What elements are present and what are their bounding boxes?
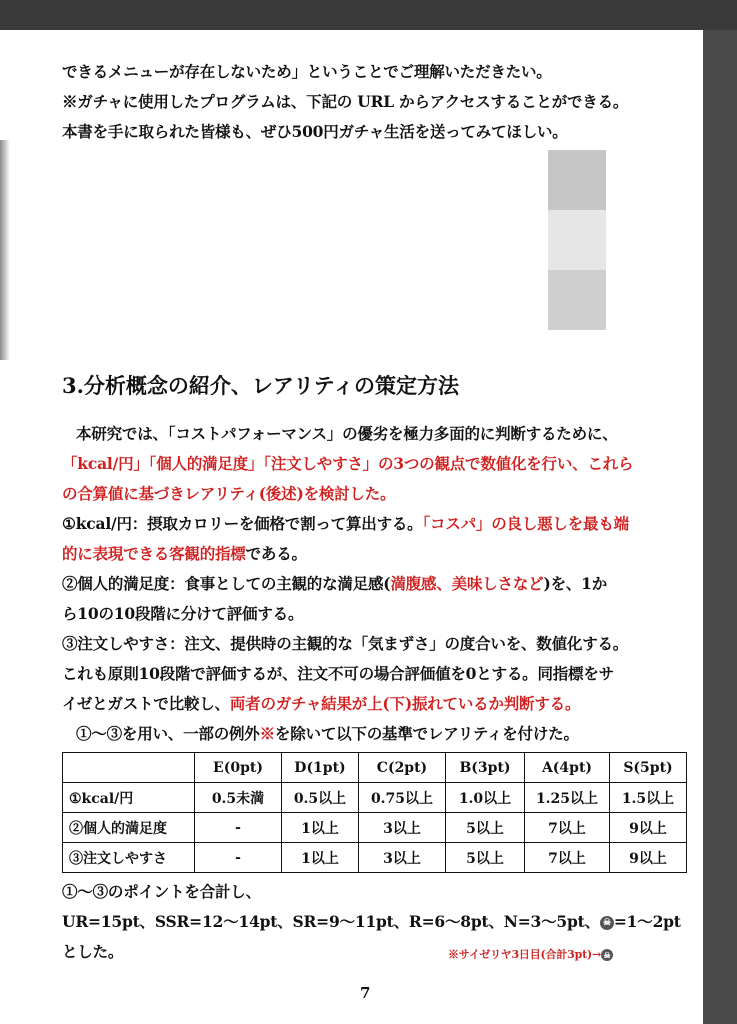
exception-mark: ※ (259, 724, 275, 743)
table-header-cell: A(4pt) (525, 753, 610, 783)
viewer-top-bar (0, 0, 737, 30)
table-cell: 0.75以上 (359, 783, 446, 813)
para-2-highlight: 「コスパ」の良し悪しを最も端 (422, 514, 629, 533)
document-page (0, 30, 703, 1024)
table-row-label: ①kcal/円 (63, 783, 195, 813)
table-cell: 7以上 (525, 813, 610, 843)
para-4-line-a: ③注文しやすさ：注文、提供時の主観的な「気まずさ」の度合いを、数値化する。 (62, 634, 629, 653)
section-title: 3.分析概念の紹介、レアリティの策定方法 (62, 373, 459, 398)
table-cell: 5以上 (446, 843, 525, 873)
exception-note (448, 946, 613, 962)
para-2-highlight-b: 的に表現できる客観的指標 (62, 544, 246, 563)
table-row (63, 843, 687, 873)
page-curl-shadow (0, 140, 10, 360)
faded-cell-2 (548, 210, 606, 270)
table-row (63, 813, 687, 843)
intro-line-1: できるメニューが存在しないため」ということでご理解いただきたい。 (62, 62, 552, 81)
table-header-cell: E(0pt) (195, 753, 282, 783)
faded-cell-1 (548, 150, 606, 210)
rarity-criteria-table (62, 752, 687, 873)
para-1-line-b: 「kcal/円」「個人的満足度」「注文しやすさ」の3つの観点で数値化を行い、これら (62, 454, 634, 473)
faded-region (0, 148, 600, 358)
after-line-3: とした。 (62, 942, 124, 961)
para-4-line-b: これも原則10段階で評価するが、注文不可の場合評価値を0とする。同指標をサ (62, 664, 614, 683)
para-1-line-a: 本研究では、「コストパフォーマンス」の優劣を極力多面的に判断するために、 (76, 424, 618, 443)
para-4-highlight: 両者のガチャ結果が上(下)振れているか判断する。 (229, 694, 581, 713)
table-cell: 1以上 (282, 843, 359, 873)
para-4-text: イゼとガストで比較し、 (62, 694, 230, 713)
rarity-ranges: UR=15pt、SSR=12～14pt、SR=9～11pt、R=6～8pt、N=3～5pt、 (62, 912, 600, 931)
table-row (63, 783, 687, 813)
para-5-line (76, 722, 579, 744)
intro-line-2: ※ガチャに使用したプログラムは、下記の URL からアクセスすることができる。 (62, 92, 629, 111)
table-cell: 0.5以上 (282, 783, 359, 813)
exception-note-text: ※サイゼリヤ3日目(合計3pt)→ (448, 948, 601, 961)
table-cell: 7以上 (525, 843, 610, 873)
para-3-line-a (62, 572, 607, 594)
table-cell: 0.5未満 (195, 783, 282, 813)
table-header-cell (63, 753, 195, 783)
table-cell: - (195, 813, 282, 843)
table-cell: 5以上 (446, 813, 525, 843)
table-header-row (63, 753, 687, 783)
table-cell: 3以上 (359, 843, 446, 873)
para-1-line-c: の合算値に基づきレアリティ(後述)を検討した。 (62, 484, 396, 503)
para-3-text: ②個人的満足度：食事としての主観的な満足感( (62, 574, 391, 593)
para-2-text: ①kcal/円：摂取カロリーを価格で割って算出する。 (62, 514, 423, 533)
skull-icon: ☠ (600, 916, 614, 930)
para-3-line-b: ら10の10段階に分けて評価する。 (62, 604, 304, 623)
table-cell: - (195, 843, 282, 873)
faded-cell-3 (548, 270, 606, 330)
table-cell: 3以上 (359, 813, 446, 843)
after-line-2 (62, 910, 681, 932)
after-line-1: ①～③のポイントを合計し、 (62, 882, 261, 901)
table-header-cell: D(1pt) (282, 753, 359, 783)
viewer-right-bar (703, 30, 737, 1024)
table-row-label: ③注文しやすさ (63, 843, 195, 873)
table-header-cell: S(5pt) (610, 753, 687, 783)
table-row-label: ②個人的満足度 (63, 813, 195, 843)
para-4-line-c (62, 692, 580, 714)
table-header-cell: C(2pt) (359, 753, 446, 783)
para-2-text-b: である。 (245, 544, 307, 563)
table-cell: 1.5以上 (610, 783, 687, 813)
para-3-highlight: 満腹感、美味しさなど (390, 574, 544, 593)
intro-line-3: 本書を手に取られた皆様も、ぜひ500円ガチャ生活を送ってみてほしい。 (62, 122, 568, 141)
table-cell: 9以上 (610, 813, 687, 843)
skull-icon: ☠ (601, 949, 613, 961)
para-2-line-a (62, 512, 629, 534)
table-cell: 1以上 (282, 813, 359, 843)
page-number: 7 (360, 984, 371, 1002)
rarity-ranges-end: =1～2pt (613, 912, 681, 931)
para-5-text: ①～③を用い、一部の例外 (76, 724, 260, 743)
table-cell: 1.0以上 (446, 783, 525, 813)
para-3-text-end: )を、1か (543, 574, 608, 593)
para-5-text-end: を除いて以下の基準でレアリティを付けた。 (274, 724, 579, 743)
table-header-cell: B(3pt) (446, 753, 525, 783)
table-cell: 1.25以上 (525, 783, 610, 813)
para-2-line-b (62, 542, 307, 564)
table-cell: 9以上 (610, 843, 687, 873)
